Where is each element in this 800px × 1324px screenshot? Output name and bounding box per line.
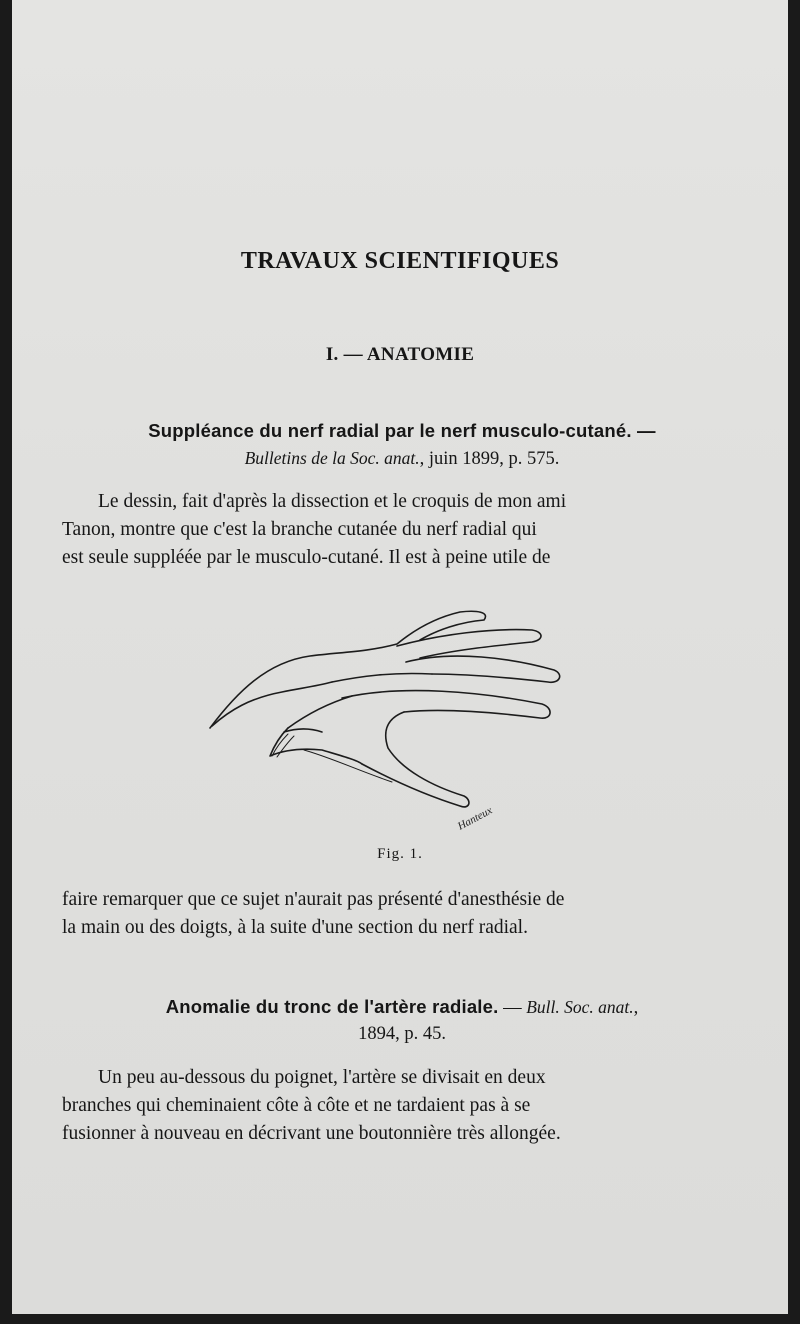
article-1-ref-date: , juin 1899, p. 575. (419, 449, 560, 469)
section-heading: I. — ANATOMIE (325, 344, 475, 365)
paragraph-line: est seule suppléée par le musculo-cutané. Il est à peine utile de (62, 547, 551, 568)
article-2-heading (62, 994, 742, 1047)
paragraph-line: Tanon, montre que c'est la branche cutanée du nerf radial qui (62, 519, 537, 540)
paragraph-line: fusionner à nouveau en décrivant une boutonnière très allongée. (62, 1123, 561, 1144)
article-2-title-line: Anomalie du tronc de l'artère radiale. — Bull. Soc. anat., (165, 996, 639, 1018)
document-page (12, 0, 788, 1314)
article-1-paragraph (62, 488, 690, 572)
paragraph-line: Un peu au-dessous du poignet, l'artère se divisait en deux (98, 1067, 546, 1088)
article-2-paragraph (62, 1064, 690, 1148)
article-2-title: Anomalie du tronc de l'artère radiale. (165, 996, 499, 1017)
article-2-ref-journal: Bull. Soc. anat. (526, 997, 634, 1017)
paragraph-line: branches qui cheminaient côte à côte et ne tardaient pas à se (62, 1095, 531, 1116)
paragraph-line: la main ou des doigts, à la suite d'une section du nerf radial. (62, 917, 528, 938)
artist-signature: Hanteux (455, 804, 495, 833)
article-1-reference (62, 445, 742, 472)
article-1-title-line (62, 418, 742, 445)
article-1-dash: — (631, 420, 656, 441)
page-title: TRAVAUX SCIENTIFIQUES (240, 248, 560, 274)
article-1-title: Suppléance du nerf radial par le nerf musculo-cutané. (148, 420, 632, 441)
paragraph-line: faire remarquer que ce sujet n'aurait pas présenté d'anesthésie de (62, 889, 565, 910)
article-1-heading (62, 418, 742, 472)
article-1-ref-journal: Bulletins de la Soc. anat. (244, 448, 420, 468)
figure-caption: Fig. 1. (377, 846, 423, 862)
hand-illustration (192, 600, 592, 840)
paragraph-line: Le dessin, fait d'après la dissection et le croquis de mon ami (98, 491, 567, 512)
article-2-ref-date: 1894, p. 45. (358, 1024, 446, 1044)
article-2-dash: — (498, 998, 527, 1018)
article-1-continuation (62, 886, 690, 942)
